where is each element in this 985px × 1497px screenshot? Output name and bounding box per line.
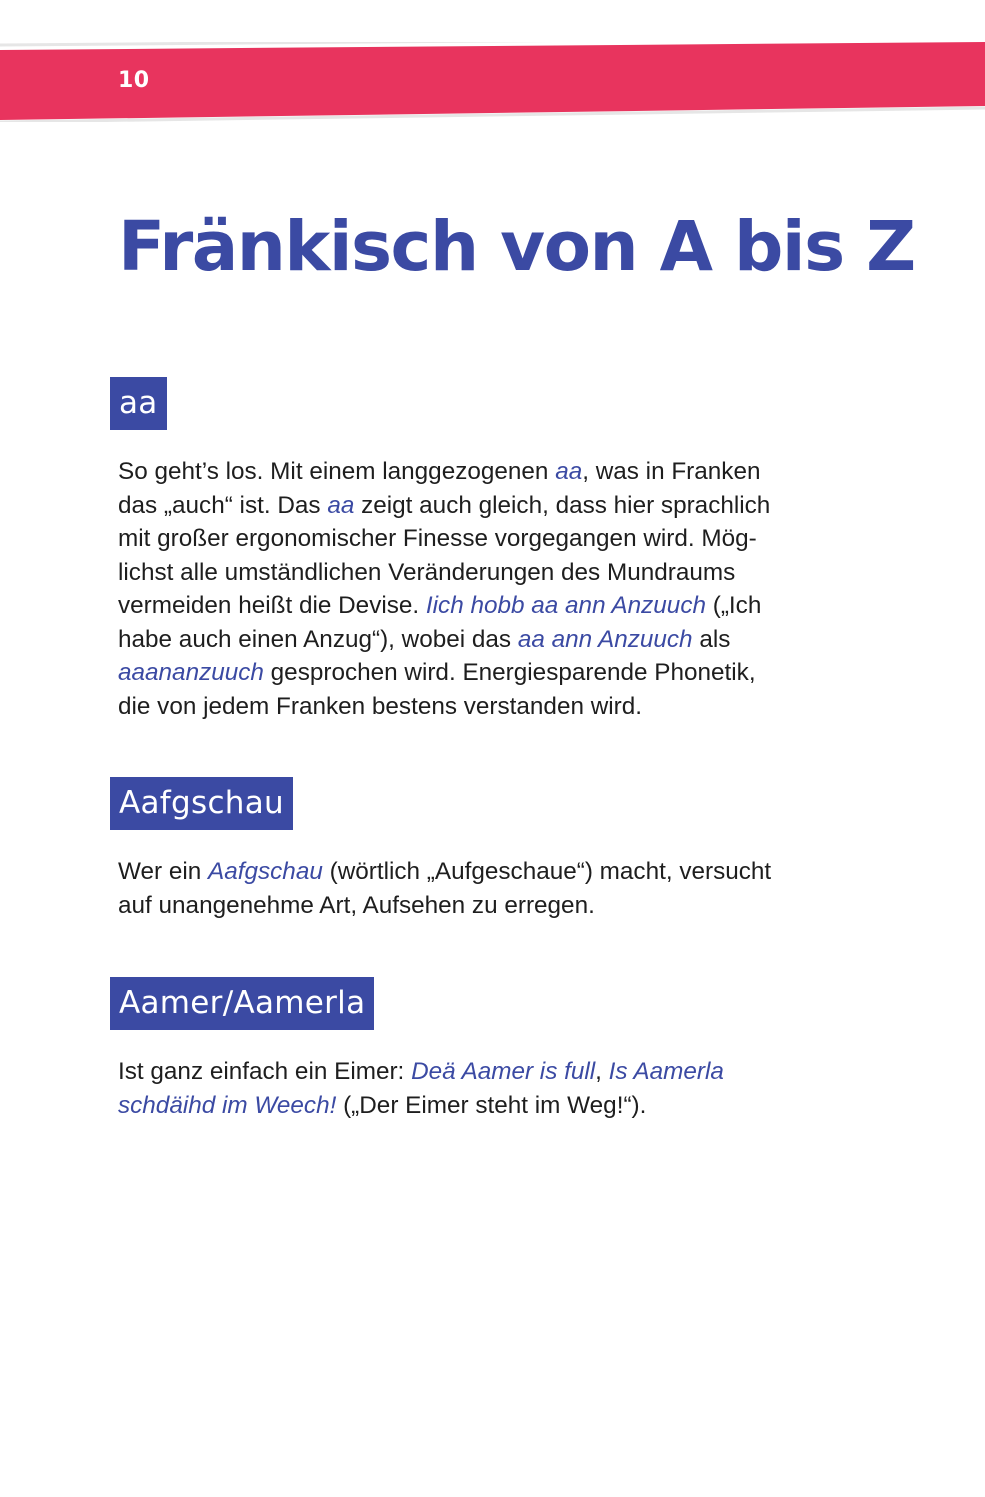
page-number: 10 [118,68,150,93]
dialect-term: Iich hobb aa ann Anzuuch [425,592,706,619]
definition-line [118,656,858,690]
entry-definition [118,455,858,723]
definition-text: vermeiden heißt die Devise. [118,592,426,619]
definition-line [118,489,858,523]
definition-text: , [595,1058,609,1085]
definition-line [118,1055,858,1089]
dialect-term: Is Aamerla [608,1058,724,1085]
definition-line [118,1089,858,1123]
dialect-term: aa ann Anzuuch [517,625,693,653]
definition-text: Wer ein [118,858,209,885]
definition-text: das „auch“ ist. Das [118,491,328,519]
definition-text: als [692,625,731,653]
definition-line [118,522,858,556]
definition-line [118,690,858,724]
definition-text: Ist ganz einfach ein Eimer: [118,1058,412,1085]
definition-text: („Der Eimer steht im Weg!“). [336,1091,647,1119]
definition-line [118,623,858,657]
definition-text: auf unangenehme Art, Aufsehen zu erregen. [118,891,595,919]
entry-definition [118,1055,858,1122]
definition-line [118,556,858,590]
definition-text: die von jedem Franken bestens verstanden wird. [118,692,643,720]
entry-headword: Aafgschau [110,777,293,830]
entry-definition [118,855,858,922]
definition-text: lichst alle umständlichen Veränderungen des Mundraums [118,558,736,586]
entry-headword: aa [110,377,167,430]
dialect-term: schdäihd im Weech! [118,1091,337,1119]
dialect-term: aa [327,491,355,519]
page-title: Fränkisch von A bis Z [118,207,915,287]
definition-text: zeigt auch gleich, dass hier sprachlich [354,491,771,519]
definition-text: (wörtlich „Aufgeschaue“) macht, versucht [322,858,772,885]
definition-line [118,889,858,923]
definition-line [118,855,858,889]
dialect-term: Aafgschau [208,858,323,885]
definition-text: gesprochen wird. Energiesparende Phonetik, [263,659,756,686]
definition-text: mit großer ergonomischer Finesse vorgegangen wird. Mög- [118,525,757,552]
definition-text: habe auch einen Anzug“), wobei das [118,625,518,653]
definition-line [118,455,858,489]
dialect-term: aa [555,458,583,485]
dialect-term: Deä Aamer is full [411,1058,596,1085]
definition-text: , was in Franken [582,458,761,485]
definition-line [118,589,858,623]
dialect-term: aaananzuuch [118,659,264,686]
entry-headword: Aamer/Aamerla [110,977,374,1030]
definition-text: („Ich [706,592,762,619]
definition-text: So geht’s los. Mit einem langgezogenen [118,458,556,485]
